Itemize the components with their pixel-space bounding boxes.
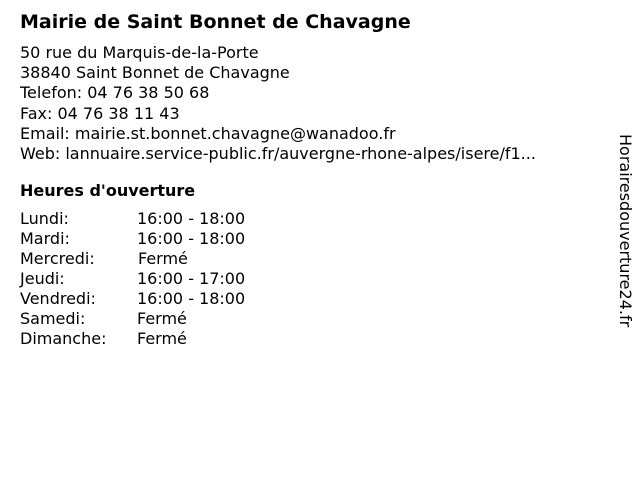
hours-row-samedi [20,309,600,329]
address-street: 50 rue du Marquis-de-la-Porte [20,43,259,62]
day-label: Mardi: [20,229,70,249]
fax-line: Fax: 04 76 38 11 43 [20,103,180,123]
day-hours: 16:00 - 18:00 [137,289,246,309]
day-label: Vendredi: [20,289,96,309]
hours-row-lundi [20,209,600,229]
day-hours: Fermé [138,249,188,269]
day-label: Jeudi: [20,269,65,289]
day-label: Mercredi: [20,249,95,269]
hours-row-mardi [20,229,600,249]
hours-row-vendredi [20,289,600,309]
day-label: Samedi: [20,309,86,329]
phone-line: Telefon: 04 76 38 50 68 [20,83,210,103]
hours-row-dimanche [20,329,600,349]
address-city: 38840 Saint Bonnet de Chavagne [20,63,290,83]
contact-block [20,43,600,164]
office-card [20,10,600,349]
day-label: Dimanche: [20,329,107,349]
email-line: Email: mairie.st.bonnet.chavagne@wanadoo.fr [20,123,396,143]
hours-table [20,209,600,349]
web-line: Web: lannuaire.service-public.fr/auvergne-rhone-alpes/isere/f1... [20,144,536,164]
day-label: Lundi: [20,209,69,229]
day-hours: 16:00 - 18:00 [137,209,246,229]
day-hours: 16:00 - 17:00 [137,269,246,289]
site-watermark: Horairesdouverture24.fr [616,134,635,328]
hours-row-jeudi [20,269,600,289]
day-hours: Fermé [137,329,187,349]
day-hours: Fermé [137,309,187,329]
office-name: Mairie de Saint Bonnet de Chavagne [20,11,411,33]
hours-row-mercredi [20,249,600,269]
hours-heading: Heures d'ouverture [20,181,196,201]
day-hours: 16:00 - 18:00 [137,229,246,249]
